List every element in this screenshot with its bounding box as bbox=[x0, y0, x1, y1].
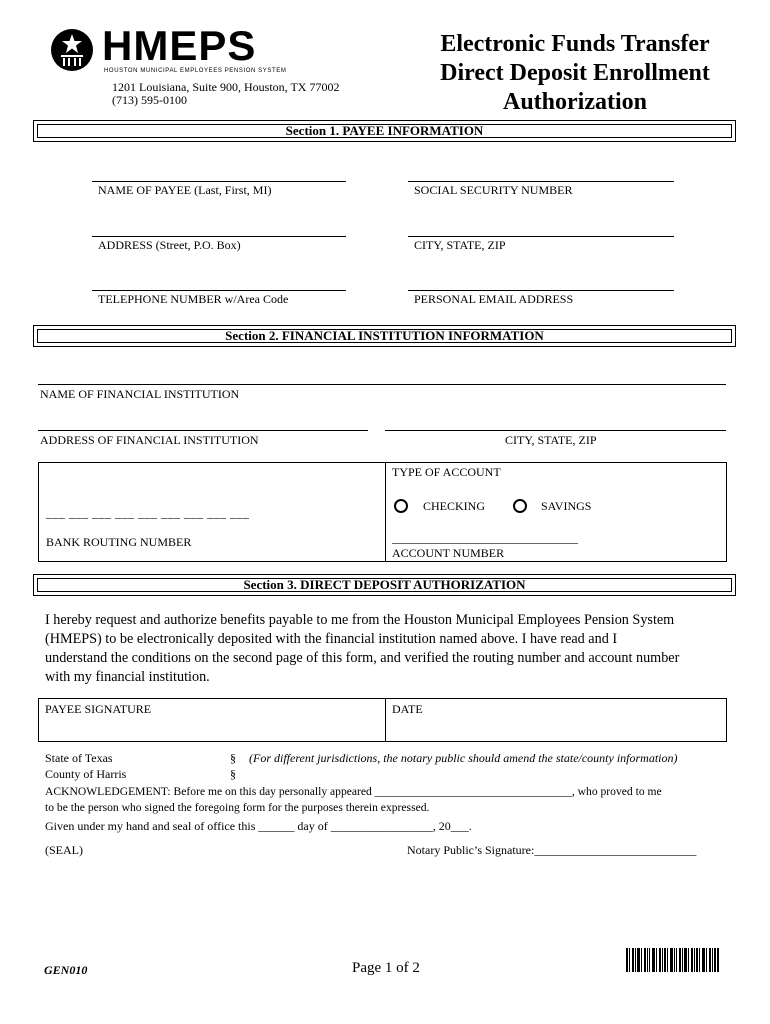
barcode-icon bbox=[626, 948, 720, 972]
account-type-label: TYPE OF ACCOUNT bbox=[392, 465, 501, 479]
title-line-3: Authorization bbox=[503, 89, 647, 115]
city-line[interactable] bbox=[408, 236, 674, 237]
auth-line-1: I hereby request and authorize benefits payable to me from the Houston Municipal Employees Pension System bbox=[45, 612, 675, 628]
authorization-text bbox=[45, 611, 745, 687]
given-under-hand-line: Given under my hand and seal of office this ______ day of _________________, 20___. bbox=[45, 819, 472, 833]
auth-line-3: understand the conditions on the second page of this form, and verified the routing number and account number bbox=[45, 650, 680, 666]
savings-label: SAVINGS bbox=[541, 499, 592, 513]
section-3-title: Section 3. DIRECT DEPOSIT AUTHORIZATION bbox=[243, 577, 526, 592]
page-number: Page 1 of 2 bbox=[352, 960, 420, 976]
phone-number: (713) 595-0100 bbox=[112, 93, 187, 107]
fi-city-label: CITY, STATE, ZIP bbox=[505, 433, 597, 447]
email-line[interactable] bbox=[408, 290, 674, 291]
routing-number-label: BANK ROUTING NUMBER bbox=[46, 535, 192, 549]
checking-radio[interactable] bbox=[394, 499, 408, 513]
fi-city-line[interactable] bbox=[385, 430, 726, 431]
section-symbol-2: § bbox=[230, 767, 236, 781]
account-number-blank[interactable]: _______________________________ bbox=[392, 531, 578, 545]
address-line-field[interactable] bbox=[92, 236, 346, 237]
form-title bbox=[410, 30, 740, 117]
account-number-label: ACCOUNT NUMBER bbox=[392, 546, 505, 560]
date-label: DATE bbox=[392, 702, 423, 716]
seal-label: (SEAL) bbox=[45, 843, 83, 857]
title-line-2: Direct Deposit Enrollment bbox=[440, 60, 710, 86]
notary-county: County of Harris bbox=[45, 767, 127, 781]
signature-divider bbox=[385, 698, 386, 742]
savings-radio[interactable] bbox=[513, 499, 527, 513]
logo-text: HMEPS bbox=[102, 22, 257, 69]
ssn-label: SOCIAL SECURITY NUMBER bbox=[414, 183, 573, 197]
jurisdiction-note: (For different jurisdictions, the notary public should amend the state/county information) bbox=[249, 751, 678, 765]
auth-line-4: with my financial institution. bbox=[45, 669, 210, 685]
hmeps-logo bbox=[50, 22, 287, 78]
section-2-title: Section 2. FINANCIAL INSTITUTION INFORMATION bbox=[225, 328, 544, 343]
payee-name-line[interactable] bbox=[92, 181, 346, 182]
section-3-header bbox=[33, 574, 736, 596]
notary-signature-line[interactable]: Notary Public’s Signature:___________________________ bbox=[407, 843, 697, 857]
fi-name-label: NAME OF FINANCIAL INSTITUTION bbox=[40, 387, 240, 401]
telephone-label: TELEPHONE NUMBER w/Area Code bbox=[98, 292, 289, 306]
form-code: GEN010 bbox=[44, 963, 88, 977]
section-1-title: Section 1. PAYEE INFORMATION bbox=[285, 123, 484, 138]
seal-icon bbox=[50, 28, 94, 72]
section-1-header bbox=[33, 120, 736, 142]
telephone-line[interactable] bbox=[92, 290, 346, 291]
address-label: ADDRESS (Street, P.O. Box) bbox=[98, 238, 241, 252]
logo-subtext: HOUSTON MUNICIPAL EMPLOYEES PENSION SYSTEM bbox=[104, 68, 287, 74]
acknowledgement-line-1: ACKNOWLEDGEMENT: Before me on this day personally appeared __________________________________, who proved to me bbox=[45, 785, 662, 798]
fi-name-line[interactable] bbox=[38, 384, 726, 385]
routing-number-blanks[interactable]: ___ ___ ___ ___ ___ ___ ___ ___ ___ bbox=[46, 506, 250, 520]
ssn-line[interactable] bbox=[408, 181, 674, 182]
city-label: CITY, STATE, ZIP bbox=[414, 238, 506, 252]
auth-line-2: (HMEPS) to be electronically deposited with the financial institution named above. I have read and I bbox=[45, 631, 618, 647]
payee-signature-label: PAYEE SIGNATURE bbox=[45, 702, 152, 716]
payee-name-label: NAME OF PAYEE (Last, First, MI) bbox=[98, 183, 272, 197]
title-line-1: Electronic Funds Transfer bbox=[440, 31, 710, 57]
address-line: 1201 Louisiana, Suite 900, Houston, TX 77002 bbox=[112, 80, 340, 94]
section-symbol-1: § bbox=[230, 751, 236, 765]
section-2-header bbox=[33, 325, 736, 347]
checking-label: CHECKING bbox=[423, 499, 485, 513]
box-divider bbox=[385, 462, 386, 562]
email-label: PERSONAL EMAIL ADDRESS bbox=[414, 292, 574, 306]
acknowledgement-line-2: to be the person who signed the foregoing form for the purposes therein expressed. bbox=[45, 801, 430, 814]
fi-address-line[interactable] bbox=[38, 430, 368, 431]
fi-address-label: ADDRESS OF FINANCIAL INSTITUTION bbox=[40, 433, 259, 447]
notary-state: State of Texas bbox=[45, 751, 113, 765]
